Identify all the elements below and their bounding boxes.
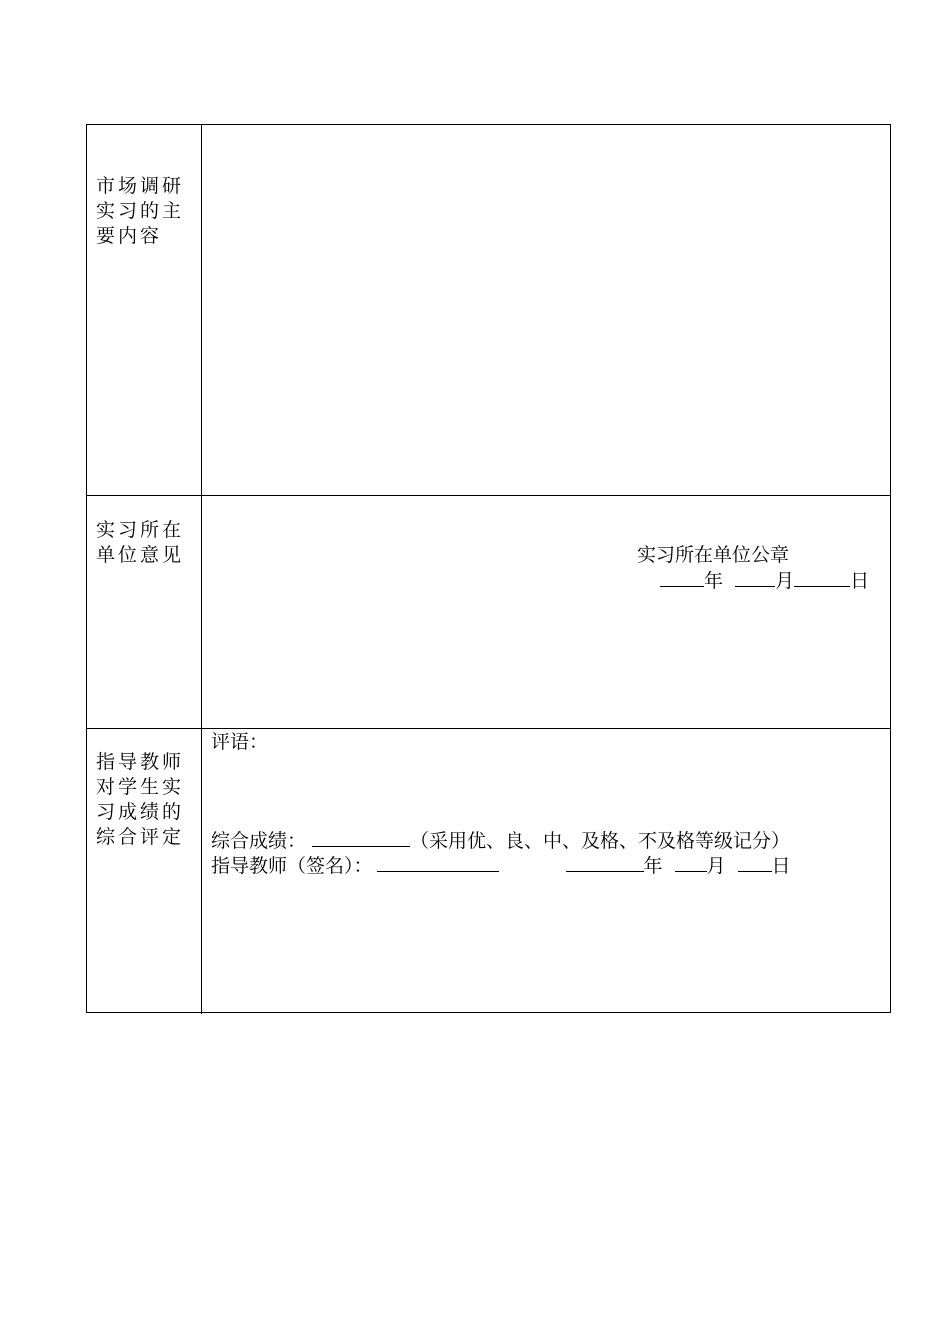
score-line <box>211 828 790 854</box>
row-teacher-eval-label-cell <box>87 729 202 1014</box>
score-note: （采用优、良、中、及格、不及格等级记分） <box>410 830 791 852</box>
day-blank[interactable] <box>738 853 772 872</box>
row-content-label-cell <box>87 125 202 495</box>
month-label: 月 <box>775 570 795 592</box>
signature-blank[interactable] <box>377 853 499 872</box>
year-label: 年 <box>643 855 663 877</box>
month-label: 月 <box>706 855 726 877</box>
month-blank[interactable] <box>735 568 775 587</box>
unit-seal-label: 实习所在单位公章 <box>637 544 790 566</box>
day-label: 日 <box>771 855 791 877</box>
row-teacher-eval-label: 指导教师对学生实习成绩的综合评定 <box>96 751 185 848</box>
day-label: 日 <box>850 570 870 592</box>
unit-opinion-date <box>660 568 869 594</box>
row-unit-opinion-label-cell <box>87 496 202 729</box>
teacher-signature-line <box>211 853 791 879</box>
internship-evaluation-form <box>86 124 891 1013</box>
score-blank[interactable] <box>312 828 410 847</box>
year-blank[interactable] <box>660 568 704 587</box>
score-label: 综合成绩： <box>211 830 307 852</box>
month-blank[interactable] <box>675 853 707 872</box>
year-blank[interactable] <box>566 853 644 872</box>
row-content-field[interactable] <box>202 125 890 495</box>
year-label: 年 <box>704 570 724 592</box>
teacher-signature-label: 指导教师（签名）： <box>211 855 373 877</box>
row-content-label: 市场调研实习的主要内容 <box>96 175 185 247</box>
row-unit-opinion-label: 实习所在单位意见 <box>96 519 185 566</box>
row-teacher-eval-field[interactable] <box>202 729 890 1014</box>
row-unit-opinion-field[interactable] <box>202 496 890 729</box>
day-blank[interactable] <box>794 568 850 587</box>
comment-label: 评语： <box>211 731 269 753</box>
